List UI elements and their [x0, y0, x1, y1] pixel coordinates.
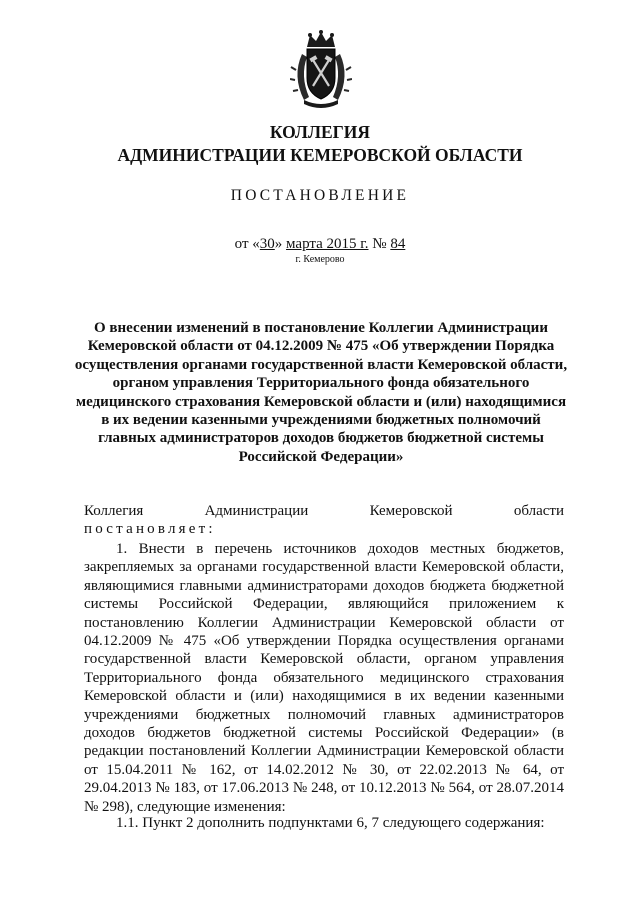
document-subject: О внесении изменений в постановление Коллегии Администрации Кемеровской области от 04.12.2009 № 475 «Об утверждении Порядка осуществления органами государственной власти Кемеровской области, органом управления Территориального фонда обязательного медицинского страхования Кемеровской области и (или) находящимися в их ведении казенными учреждениями бюджетных полномочий главных администраторов доходов бюджетов бюджетной системы Российской Федерации» — [74, 320, 568, 465]
coat-of-arms-icon — [290, 30, 352, 112]
date-number-line — [0, 236, 640, 253]
date-month-year: марта 2015 г. — [286, 236, 369, 252]
city: г. Кемерово — [295, 254, 345, 265]
org-name-line1: КОЛЛЕГИЯ — [269, 122, 371, 142]
item-1: 1. Внести в перечень источников доходов местных бюджетов, закрепляемых за органами государственной власти Кемеровской области, являющимися главными администраторами доходов бюджета бюджетной системы Российской Федерации, являющийся приложением к постановлению Коллегии Администрации Кемеровской области от 04.12.2009 № 475 «Об утверждении Порядка осуществления органами государственной власти Кемеровской области, органом управления Территориального фонда обязательного медицинского страхования Кемеровской области и (или) находящимися в их ведении казенными учреждениями бюджетных полномочий главных администраторов доходов бюджетов бюджетной системы Российской Федерации» (в редакции постановлений Коллегии Администрации Кемеровской области от 15.04.2011 № 162, от 14.02.2012 № 30, от 22.02.2013 № 64, от 29.04.2013 № 183, от 17.06.2013 № 248, от 10.12.2013 № 564, от 28.07.2014 № 298), следующие изменения: — [84, 541, 564, 815]
intro-text: Коллегия Администрации Кемеровской области — [84, 503, 564, 519]
document-type: ПОСТАНОВЛЕНИЕ — [230, 187, 410, 204]
resolves-text: постановляет: — [84, 521, 216, 537]
date-mid: » — [274, 236, 283, 252]
org-name-line2: АДМИНИСТРАЦИИ КЕМЕРОВСКОЙ ОБЛАСТИ — [117, 145, 523, 165]
date-day: 30 — [259, 236, 275, 252]
document-number: 84 — [390, 236, 406, 252]
number-sign: № — [372, 236, 387, 252]
date-prefix: от « — [234, 236, 260, 252]
item-1-1: 1.1. Пункт 2 дополнить подпунктами 6, 7 следующего содержания: — [116, 815, 545, 831]
